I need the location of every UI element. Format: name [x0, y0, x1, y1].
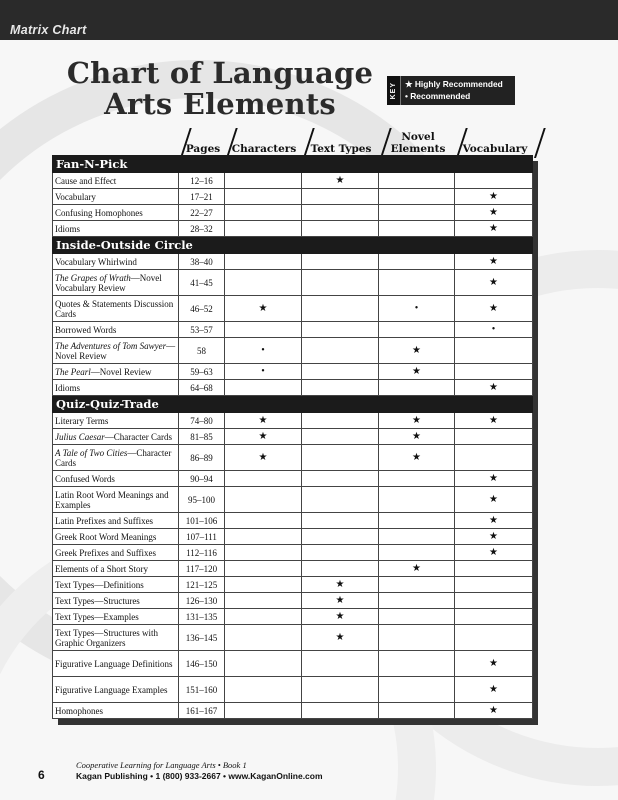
- characters-cell: [225, 609, 302, 625]
- text-types-cell: [302, 338, 379, 364]
- text-types-cell: [302, 322, 379, 338]
- activity-cell: Greek Prefixes and Suffixes: [53, 545, 179, 561]
- table-row: [53, 561, 533, 577]
- pages-cell: 131–135: [179, 609, 225, 625]
- novel-elements-cell: ★: [379, 429, 455, 445]
- vocabulary-cell: [455, 625, 533, 651]
- novel-elements-cell: [379, 221, 455, 237]
- text-types-cell: ★: [302, 593, 379, 609]
- table-row: [53, 487, 533, 513]
- characters-cell: [225, 189, 302, 205]
- text-types-cell: ★: [302, 577, 379, 593]
- activity-cell: [53, 429, 179, 445]
- column-header-pages: Pages: [185, 143, 221, 155]
- vocabulary-cell: ★: [455, 651, 533, 677]
- characters-cell: [225, 513, 302, 529]
- novel-elements-cell: [379, 322, 455, 338]
- table-row: [53, 677, 533, 703]
- section-title: Inside-Outside Circle: [53, 237, 533, 254]
- novel-elements-cell: [379, 703, 455, 719]
- text-types-cell: [302, 254, 379, 270]
- text-types-cell: [302, 529, 379, 545]
- pages-cell: 41–45: [179, 270, 225, 296]
- activity-cell: Figurative Language Definitions: [53, 651, 179, 677]
- table-row: [53, 205, 533, 221]
- vocabulary-cell: •: [455, 322, 533, 338]
- table-row: [53, 173, 533, 189]
- vocabulary-cell: [455, 173, 533, 189]
- novel-elements-cell: [379, 471, 455, 487]
- characters-cell: •: [225, 338, 302, 364]
- table-row: [53, 577, 533, 593]
- characters-cell: ★: [225, 429, 302, 445]
- activity-title-italic: The Adventures of Tom Sawyer: [55, 340, 167, 351]
- characters-cell: [225, 487, 302, 513]
- text-types-cell: [302, 545, 379, 561]
- novel-elements-cell: [379, 513, 455, 529]
- vocabulary-cell: ★: [455, 296, 533, 322]
- characters-cell: ★: [225, 296, 302, 322]
- key-tag: KEY: [387, 76, 401, 105]
- column-header-novel-elements: Novel Elements: [390, 131, 446, 155]
- pages-cell: 28–32: [179, 221, 225, 237]
- table-row: [53, 254, 533, 270]
- activity-cell: Homophones: [53, 703, 179, 719]
- characters-cell: [225, 380, 302, 396]
- pages-cell: 22–27: [179, 205, 225, 221]
- text-types-cell: [302, 189, 379, 205]
- key-item-highly-recommended: ★ Highly Recommended: [405, 79, 503, 89]
- vocabulary-cell: ★: [455, 254, 533, 270]
- pages-cell: 112–116: [179, 545, 225, 561]
- novel-elements-cell: [379, 173, 455, 189]
- activity-cell: [53, 338, 179, 364]
- activity-cell: Greek Root Word Meanings: [53, 529, 179, 545]
- pages-cell: 161–167: [179, 703, 225, 719]
- characters-cell: [225, 221, 302, 237]
- activity-title-rest: —Novel Vocabulary Review: [55, 272, 162, 293]
- vocabulary-cell: [455, 364, 533, 380]
- activity-cell: Confusing Homophones: [53, 205, 179, 221]
- vocabulary-cell: ★: [455, 471, 533, 487]
- column-header-text-types: Text Types: [310, 143, 372, 155]
- vocabulary-cell: [455, 445, 533, 471]
- vocabulary-cell: ★: [455, 677, 533, 703]
- table-row: [53, 221, 533, 237]
- pages-cell: 58: [179, 338, 225, 364]
- table-row: [53, 471, 533, 487]
- pages-cell: 146–150: [179, 651, 225, 677]
- text-types-cell: [302, 429, 379, 445]
- table-row: [53, 703, 533, 719]
- novel-elements-cell: [379, 529, 455, 545]
- table-row: [53, 529, 533, 545]
- activity-cell: Idioms: [53, 380, 179, 396]
- pages-cell: 90–94: [179, 471, 225, 487]
- pages-cell: 107–111: [179, 529, 225, 545]
- vocabulary-cell: ★: [455, 189, 533, 205]
- novel-elements-cell: [379, 609, 455, 625]
- text-types-cell: [302, 487, 379, 513]
- pages-cell: 136–145: [179, 625, 225, 651]
- activity-cell: Vocabulary Whirlwind: [53, 254, 179, 270]
- activity-cell: Elements of a Short Story: [53, 561, 179, 577]
- pages-cell: 64–68: [179, 380, 225, 396]
- vocabulary-cell: ★: [455, 703, 533, 719]
- novel-elements-cell: ★: [379, 338, 455, 364]
- novel-elements-cell: •: [379, 296, 455, 322]
- activity-cell: Idioms: [53, 221, 179, 237]
- activity-cell: Text Types—Structures: [53, 593, 179, 609]
- activity-title-italic: The Pearl: [55, 366, 91, 377]
- activity-cell: Text Types—Definitions: [53, 577, 179, 593]
- activity-title-rest: —Novel Review: [55, 340, 176, 361]
- activity-title-italic: A Tale of Two Cities: [55, 447, 128, 458]
- table-row: [53, 270, 533, 296]
- footer-publisher: Kagan Publishing • 1 (800) 933-2667 • www.KaganOnline.com: [76, 771, 323, 781]
- section-row: [53, 156, 533, 173]
- characters-cell: [225, 545, 302, 561]
- table-row: [53, 513, 533, 529]
- column-header-vocabulary: Vocabulary: [462, 143, 528, 155]
- text-types-cell: [302, 677, 379, 703]
- vocabulary-cell: [455, 577, 533, 593]
- vocabulary-cell: [455, 429, 533, 445]
- pages-cell: 46–52: [179, 296, 225, 322]
- novel-elements-cell: [379, 651, 455, 677]
- text-types-cell: [302, 221, 379, 237]
- table-row: [53, 189, 533, 205]
- characters-cell: [225, 529, 302, 545]
- novel-elements-cell: ★: [379, 445, 455, 471]
- pages-cell: 59–63: [179, 364, 225, 380]
- pages-cell: 86–89: [179, 445, 225, 471]
- characters-cell: [225, 270, 302, 296]
- vocabulary-cell: ★: [455, 513, 533, 529]
- pages-cell: 126–130: [179, 593, 225, 609]
- pages-cell: 117–120: [179, 561, 225, 577]
- text-types-cell: ★: [302, 609, 379, 625]
- characters-cell: [225, 703, 302, 719]
- vocabulary-cell: ★: [455, 545, 533, 561]
- novel-elements-cell: ★: [379, 561, 455, 577]
- novel-elements-cell: [379, 545, 455, 561]
- section-label: Matrix Chart: [10, 23, 87, 37]
- section-row: [53, 237, 533, 254]
- table-row: [53, 609, 533, 625]
- matrix-table: [52, 155, 533, 719]
- table-row: [53, 338, 533, 364]
- characters-cell: [225, 471, 302, 487]
- vocabulary-cell: ★: [455, 221, 533, 237]
- text-types-cell: ★: [302, 625, 379, 651]
- novel-elements-cell: [379, 270, 455, 296]
- activity-cell: Quotes & Statements Discussion Cards: [53, 296, 179, 322]
- table-row: [53, 625, 533, 651]
- table-row: [53, 429, 533, 445]
- characters-cell: •: [225, 364, 302, 380]
- vocabulary-cell: ★: [455, 270, 533, 296]
- activity-title-rest: —Novel Review: [90, 366, 152, 377]
- table-row: [53, 322, 533, 338]
- novel-elements-cell: [379, 189, 455, 205]
- text-types-cell: [302, 513, 379, 529]
- pages-cell: 81–85: [179, 429, 225, 445]
- text-types-cell: [302, 364, 379, 380]
- text-types-cell: [302, 205, 379, 221]
- novel-elements-cell: [379, 593, 455, 609]
- legend-key: [387, 76, 515, 105]
- characters-cell: ★: [225, 445, 302, 471]
- vocabulary-cell: ★: [455, 487, 533, 513]
- characters-cell: [225, 651, 302, 677]
- characters-cell: [225, 577, 302, 593]
- characters-cell: ★: [225, 413, 302, 429]
- activity-cell: Text Types—Examples: [53, 609, 179, 625]
- activity-title-rest: —Character Cards: [104, 431, 172, 442]
- table-row: [53, 413, 533, 429]
- novel-elements-cell: [379, 577, 455, 593]
- title-line-2: Arts Elements: [104, 87, 336, 121]
- novel-elements-cell: [379, 380, 455, 396]
- novel-elements-cell: [379, 205, 455, 221]
- activity-cell: Cause and Effect: [53, 173, 179, 189]
- characters-cell: [225, 593, 302, 609]
- key-items: [401, 76, 503, 105]
- pages-cell: 38–40: [179, 254, 225, 270]
- novel-elements-cell: [379, 254, 455, 270]
- vocabulary-cell: [455, 561, 533, 577]
- footer: [0, 760, 618, 800]
- pages-cell: 151–160: [179, 677, 225, 703]
- text-types-cell: [302, 296, 379, 322]
- activity-cell: [53, 364, 179, 380]
- novel-elements-cell: [379, 677, 455, 703]
- column-headers: [52, 122, 562, 156]
- novel-elements-cell: [379, 487, 455, 513]
- characters-cell: [225, 254, 302, 270]
- text-types-cell: [302, 270, 379, 296]
- text-types-cell: [302, 651, 379, 677]
- characters-cell: [225, 677, 302, 703]
- activity-cell: Literary Terms: [53, 413, 179, 429]
- pages-cell: 121–125: [179, 577, 225, 593]
- characters-cell: [225, 322, 302, 338]
- activity-cell: Borrowed Words: [53, 322, 179, 338]
- key-item-recommended: • Recommended: [405, 91, 471, 101]
- vocabulary-cell: ★: [455, 205, 533, 221]
- vocabulary-cell: ★: [455, 413, 533, 429]
- text-types-cell: [302, 703, 379, 719]
- activity-cell: [53, 445, 179, 471]
- top-bar: [0, 0, 618, 40]
- activity-cell: Confused Words: [53, 471, 179, 487]
- section-title: Quiz-Quiz-Trade: [53, 396, 533, 413]
- characters-cell: [225, 561, 302, 577]
- characters-cell: [225, 205, 302, 221]
- vocabulary-cell: [455, 338, 533, 364]
- table-row: [53, 651, 533, 677]
- vocabulary-cell: [455, 593, 533, 609]
- novel-elements-cell: [379, 625, 455, 651]
- pages-cell: 74–80: [179, 413, 225, 429]
- section-title: Fan-N-Pick: [53, 156, 533, 173]
- table-row: [53, 445, 533, 471]
- pages-cell: 17–21: [179, 189, 225, 205]
- vocabulary-cell: ★: [455, 529, 533, 545]
- activity-cell: [53, 270, 179, 296]
- table-row: [53, 593, 533, 609]
- table-row: [53, 296, 533, 322]
- text-types-cell: [302, 561, 379, 577]
- pages-cell: 53–57: [179, 322, 225, 338]
- page-title: [40, 58, 400, 120]
- activity-cell: Latin Prefixes and Suffixes: [53, 513, 179, 529]
- novel-elements-cell: ★: [379, 364, 455, 380]
- text-types-cell: [302, 471, 379, 487]
- activity-cell: Text Types—Structures with Graphic Organizers: [53, 625, 179, 651]
- page-number: 6: [38, 768, 45, 782]
- footer-book-title: Cooperative Learning for Language Arts • Book 1: [76, 760, 247, 770]
- pages-cell: 95–100: [179, 487, 225, 513]
- activity-title-italic: The Grapes of Wrath: [55, 272, 131, 283]
- text-types-cell: [302, 445, 379, 471]
- vocabulary-cell: [455, 609, 533, 625]
- activity-cell: Vocabulary: [53, 189, 179, 205]
- activity-title-rest: —Character Cards: [55, 447, 172, 468]
- pages-cell: 12–16: [179, 173, 225, 189]
- activity-title-italic: Julius Caesar: [55, 431, 105, 442]
- table-row: [53, 545, 533, 561]
- section-row: [53, 396, 533, 413]
- text-types-cell: ★: [302, 173, 379, 189]
- pages-cell: 101–106: [179, 513, 225, 529]
- characters-cell: [225, 625, 302, 651]
- column-header-characters: Characters: [231, 143, 297, 155]
- table-row: [53, 380, 533, 396]
- activity-cell: Figurative Language Examples: [53, 677, 179, 703]
- table-row: [53, 364, 533, 380]
- characters-cell: [225, 173, 302, 189]
- text-types-cell: [302, 413, 379, 429]
- vocabulary-cell: ★: [455, 380, 533, 396]
- activity-cell: Latin Root Word Meanings and Examples: [53, 487, 179, 513]
- title-line-1: Chart of Language: [66, 56, 374, 90]
- text-types-cell: [302, 380, 379, 396]
- novel-elements-cell: ★: [379, 413, 455, 429]
